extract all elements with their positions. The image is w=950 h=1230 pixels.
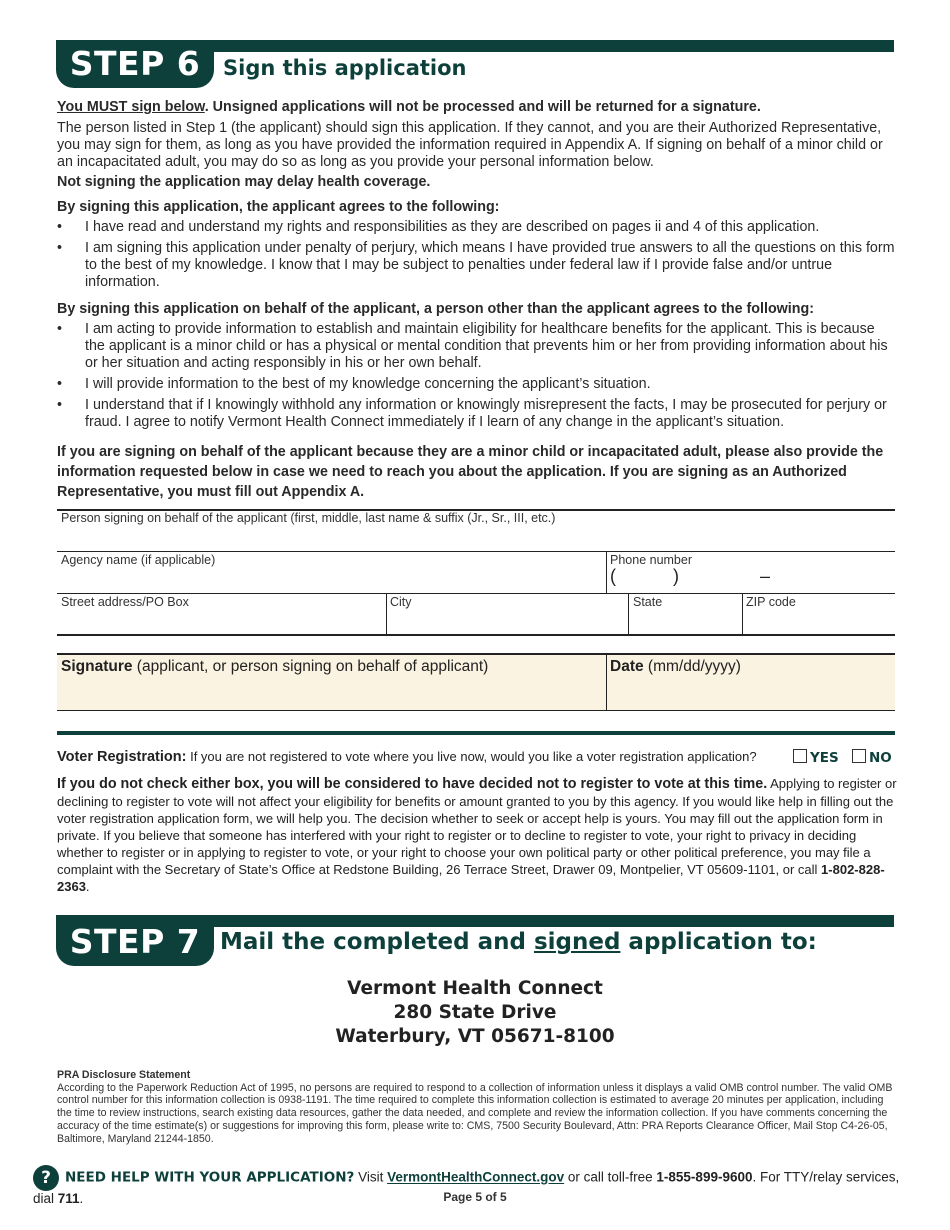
applicant-heading: By signing this application, the applicant agrees to the following: <box>57 199 500 215</box>
help-end: . <box>79 1191 84 1206</box>
help-title: NEED HELP WITH YOUR APPLICATION? <box>65 1169 355 1186</box>
mailing-address <box>0 977 950 1049</box>
section-divider <box>57 731 895 735</box>
state-field[interactable]: State <box>633 595 663 609</box>
step7-title <box>220 929 817 955</box>
rule <box>57 593 895 594</box>
divider <box>742 593 743 635</box>
help-visit: Visit <box>354 1169 388 1185</box>
voter-phone: 1-802-828-2363 <box>57 862 885 894</box>
voter-no-option[interactable] <box>852 749 892 767</box>
phone-number-field[interactable]: Phone number <box>610 553 693 567</box>
voter-label: Voter Registration: <box>57 749 187 765</box>
must-sign-notice <box>57 99 895 116</box>
phone-open-paren: ( <box>610 566 616 586</box>
behalf-heading: By signing this application on behalf of the applicant, a person other than the applicant agrees to the following: <box>57 301 814 317</box>
step6-title: Sign this application <box>223 56 467 80</box>
behalf-bullets <box>57 321 895 435</box>
street-address-field[interactable]: Street address/PO Box <box>61 595 189 609</box>
divider <box>386 593 387 635</box>
date-field[interactable] <box>610 658 890 706</box>
page-number: Page 5 of 5 <box>443 1190 507 1204</box>
rule <box>57 551 895 552</box>
step7-tab: STEP 7 <box>56 918 214 966</box>
yes-checkbox[interactable] <box>793 749 807 763</box>
divider <box>628 593 629 635</box>
help-phone: 1-855-899-9600 <box>656 1169 753 1185</box>
step7-title-underlined: signed <box>533 929 621 955</box>
signature-label-rest: (applicant, or person signing on behalf of applicant) <box>132 658 489 675</box>
voter-body: Applying to register or declining to register to vote will not affect your eligibility for benefits or amount granted to you by this agency. If you would like help in filling out the voter registration application form, we will help you. The decision whether to seek or accept help is yours. You may fill out the application form in private. If you believe that someone has interfered with your right to register or to decline to register to vote, your right to privacy in deciding whether to register or in applying to register to vote, or your right to choose your own political party or other political preference, you may file a complaint with the Secretary of State’s Office at Redstone Building, 26 Terrace Street, Drawer 09, Montpelier, VT 05609-1101, or call <box>57 776 897 877</box>
list-item: • I understand that if I knowingly withhold any information or knowingly misrepresent the facts, I may be prosecuted for perjury or fraud. I agree to notify Vermont Health Connect immediately if I learn of any change in the applicant’s situation. <box>57 397 895 431</box>
must-sign-rest: . Unsigned applications will not be processed and will be returned for a signature. <box>204 99 761 115</box>
address-line-1: Vermont Health Connect <box>347 978 603 999</box>
rule <box>57 634 895 636</box>
address-line-2: 280 State Drive <box>393 1002 557 1023</box>
minor-notice: If you are signing on behalf of the applicant because they are a minor child or incapacitated adult, please also provide the information requested below in case we need to reach you about the application. If you are signing as an Authorized Representative, you must fill out Appendix A. <box>57 444 884 500</box>
agency-name-field[interactable]: Agency name (if applicable) <box>61 553 216 567</box>
website-link[interactable]: VermontHealthConnect.gov <box>387 1169 565 1185</box>
divider <box>606 551 607 593</box>
help-tty: . For TTY/relay services, dial <box>33 1169 900 1206</box>
voter-notice <box>57 775 897 895</box>
help-call: or call toll-free <box>564 1169 657 1185</box>
date-label-bold: Date <box>610 658 644 675</box>
phone-dash: – <box>760 566 771 586</box>
step6-intro: The person listed in Step 1 (the applicant) should sign this application. If they cannot, and you are their Authorized Representative, you may sign for them, as long as you have provided the information required in Appendix A. If signing on behalf of a minor child or an incapacitated adult, you may do so as long as you provide your personal information below. <box>57 120 883 170</box>
step7-title-post: application to: <box>620 929 817 955</box>
city-field[interactable]: City <box>390 595 412 609</box>
list-item: • I will provide information to the best of my knowledge concerning the applicant’s situation. <box>57 376 895 393</box>
help-question-icon: ? <box>33 1165 59 1191</box>
zip-code-field[interactable]: ZIP code <box>746 595 796 609</box>
pra-body: According to the Paperwork Reduction Act of 1995, no persons are required to respond to a collection of information unless it displays a valid OMB control number. The valid OMB control number for this information collection is 0938-1191. The time required to complete this information collection is estimated to average 20 minutes per application, including the time to review instructions, search existing data resources, gather the data needed, and complete and review the information collection. If you have comments concerning the accuracy of the time estimate(s) or suggestions for improving this form, please write to: CMS, 7500 Security Boulevard, Attn: PRA Reports Clearance Officer, Mail Stop C4-26-05, Baltimore, Maryland 21244-1850. <box>57 1081 893 1145</box>
voter-end: . <box>85 879 90 894</box>
no-label: NO <box>869 750 892 766</box>
list-item: • I am signing this application under penalty of perjury, which means I have provided true answers to all the questions on this form to the best of my knowledge. I know that I may be subject to penalties under federal law if I provide false and/or untrue information. <box>57 240 895 291</box>
person-signing-field[interactable]: Person signing on behalf of the applicant (first, middle, last name & suffix (Jr., Sr., III, etc.) <box>61 511 556 525</box>
list-item: • I am acting to provide information to establish and maintain eligibility for healthcare benefits for the applicant. This is because the applicant is a minor child or has a physical or mental condition that prevents him or her from providing information about his or her situation and acting responsibly in his or her own behalf. <box>57 321 895 372</box>
address-line-3: Waterbury, VT 05671-8100 <box>335 1026 615 1047</box>
phone-close-paren: ) <box>673 566 679 586</box>
step7-title-pre: Mail the completed and <box>220 929 534 955</box>
signature-label-bold: Signature <box>61 658 133 675</box>
signature-box <box>57 653 895 711</box>
list-item: • I have read and understand my rights and responsibilities as they are described on pages ii and 4 of this application. <box>57 219 895 236</box>
delay-warning: Not signing the application may delay health coverage. <box>57 174 431 190</box>
tty-number: 711 <box>57 1191 80 1206</box>
voter-bold-notice: If you do not check either box, you will be considered to have decided not to register to vote at this time. <box>57 776 768 792</box>
voter-yes-option[interactable] <box>793 749 839 767</box>
date-label-rest: (mm/dd/yyyy) <box>643 658 741 675</box>
step6-tab: STEP 6 <box>56 40 214 88</box>
divider <box>606 655 607 710</box>
signature-field[interactable] <box>61 658 601 706</box>
pra-heading: PRA Disclosure Statement <box>57 1069 191 1081</box>
yes-label: YES <box>810 750 839 766</box>
must-sign-underlined: You MUST sign below <box>57 99 205 115</box>
voter-question: If you are not registered to vote where you live now, would you like a voter registration application? <box>190 749 757 764</box>
pra-statement <box>57 1069 897 1145</box>
no-checkbox[interactable] <box>852 749 866 763</box>
applicant-bullets <box>57 219 895 295</box>
voter-question-row <box>57 749 907 765</box>
